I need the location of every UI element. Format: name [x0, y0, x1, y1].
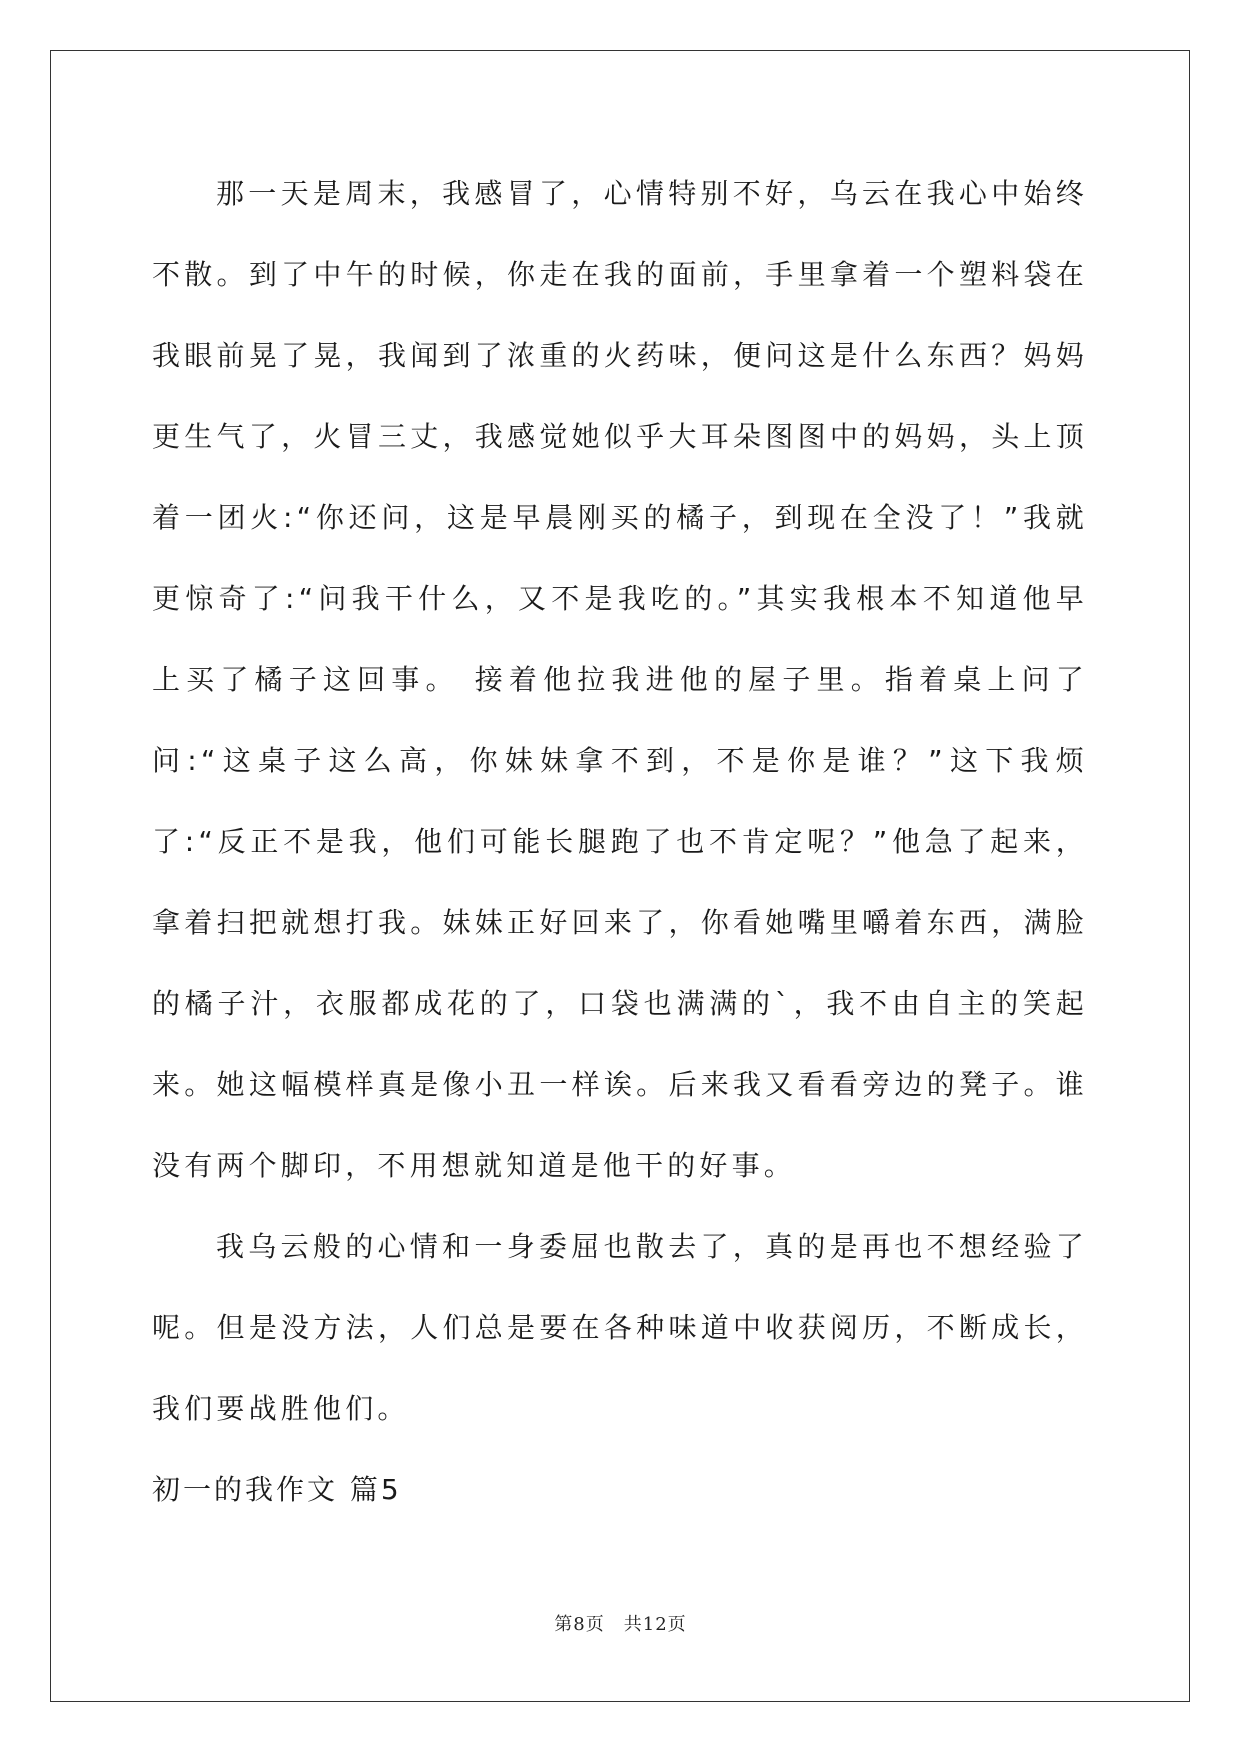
page-number-footer: 第8页 共12页 — [554, 1614, 687, 1635]
section-heading: 初一的我作文 篇5 — [152, 1473, 402, 1506]
document-body — [152, 153, 1088, 1530]
paragraph-1: 那一天是周末，我感冒了，心情特别不好，乌云在我心中始终不散。到了中午的时候，你走在我的面前，手里拿着一个塑料袋在我眼前晃了晃，我闻到了浓重的火药味，便问这是什么东西？妈妈更生气了，火冒三丈，我感觉她似乎大耳朵图图中的妈妈，头上顶着一团火:“你还问，这是早晨刚买的橘子，到现在全没了！”我就更惊奇了:“问我干什么，又不是我吃的。”其实我根本不知道他早上买了橘子这回事。 接着他拉我进他的屋子里。指着桌上问了问:“这桌子这么高，你妹妹拿不到，不是你是谁？”这下我烦了:“反正不是我，他们可能长腿跑了也不肯定呢？”他急了起来，拿着扫把就想打我。妹妹正好回来了，你看她嘴里嚼着东西，满脸的橘子汁，衣服都成花的了，口袋也满满的`，我不由自主的笑起来。她这幅模样真是像小丑一样诶。后来我又看看旁边的凳子。谁没有两个脚印，不用想就知道是他干的好事。 — [152, 177, 1088, 1182]
paragraph-2: 我乌云般的心情和一身委屈也散去了，真的是再也不想经验了呢。但是没方法，人们总是要在各种味道中收获阅历，不断成长，我们要战胜他们。 — [152, 1230, 1088, 1425]
